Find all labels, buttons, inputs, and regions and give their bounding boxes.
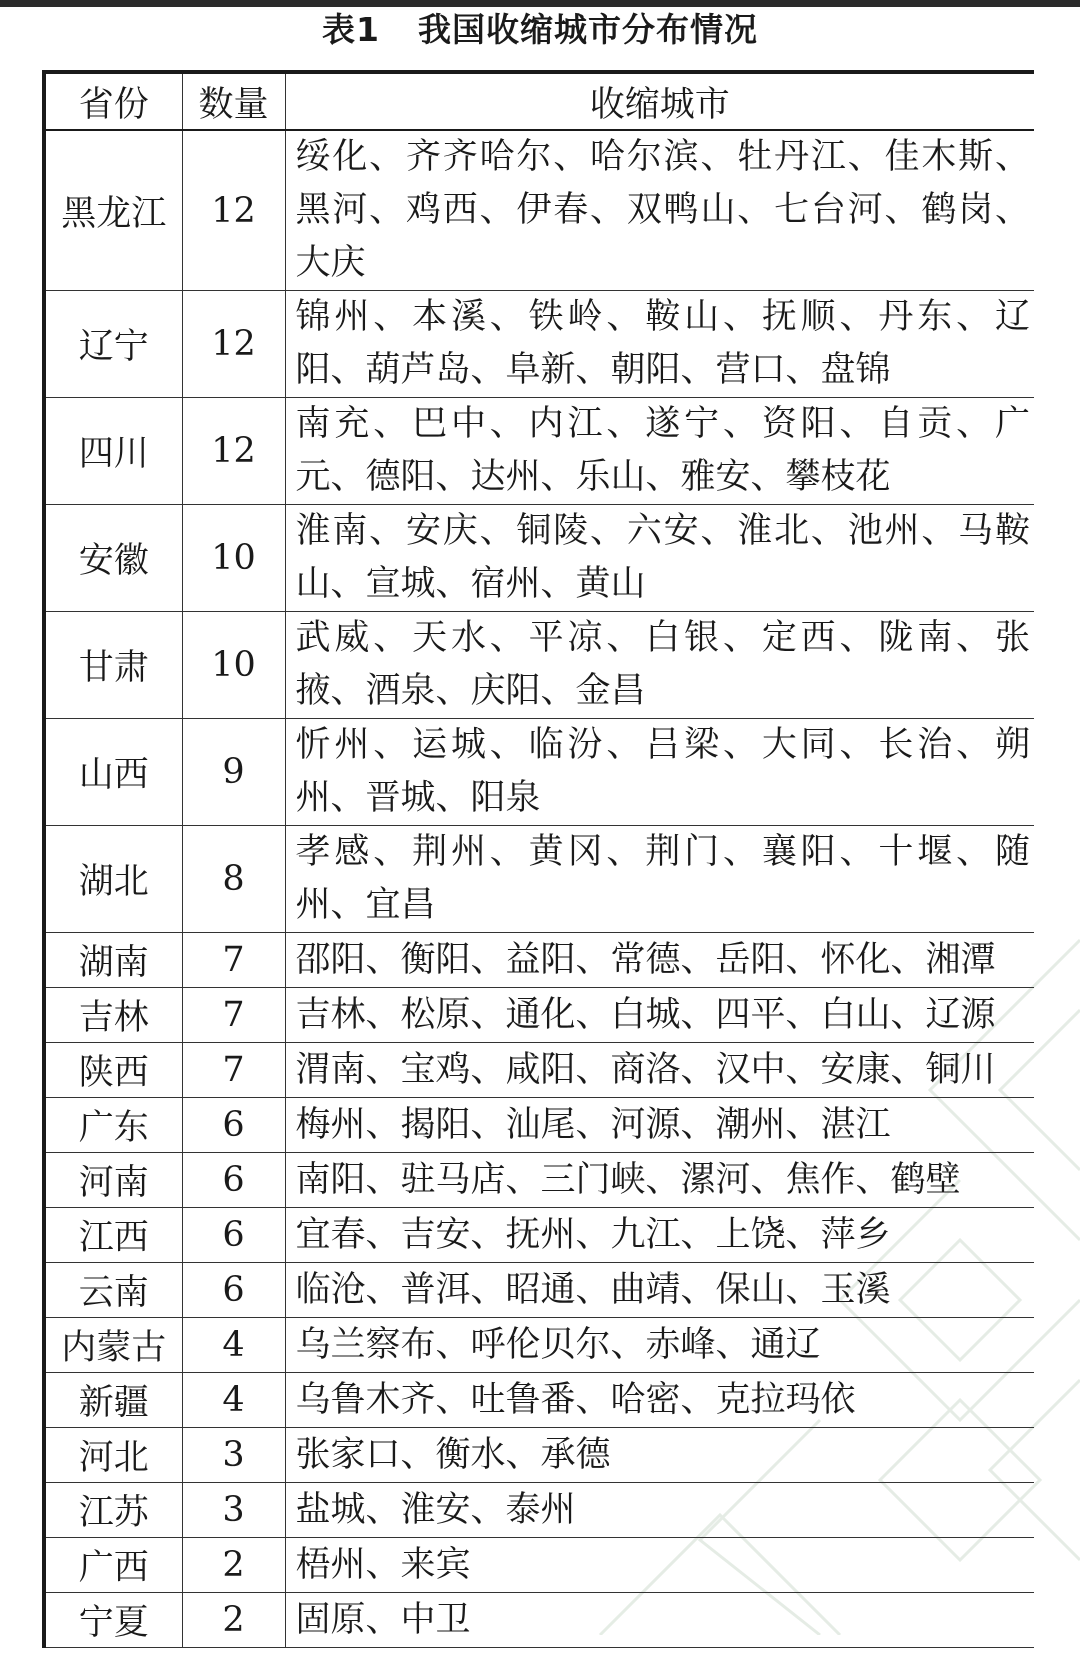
province-cell: 辽宁: [44, 291, 182, 398]
count-cell: 7: [182, 1043, 285, 1098]
count-cell: 12: [182, 398, 285, 505]
cities-cell: 锦州、本溪、铁岭、鞍山、抚顺、丹东、辽阳、葫芦岛、阜新、朝阳、营口、盘锦: [285, 291, 1034, 398]
count-cell: 6: [182, 1263, 285, 1318]
table-row: [44, 933, 1034, 988]
cities-cell: 忻州、运城、临汾、吕梁、大同、长治、朔州、晋城、阳泉: [285, 719, 1034, 826]
table-row: [44, 1428, 1034, 1483]
table-row: [44, 612, 1034, 719]
table-row: [44, 1153, 1034, 1208]
header-count: 数量: [182, 72, 285, 130]
table-row: [44, 988, 1034, 1043]
header-cities: 收缩城市: [285, 72, 1034, 130]
cities-cell: 绥化、齐齐哈尔、哈尔滨、牡丹江、佳木斯、黑河、鸡西、伊春、双鸭山、七台河、鹤岗、大庆: [285, 130, 1034, 291]
table-row: [44, 505, 1034, 612]
province-cell: 吉林: [44, 988, 182, 1043]
table-row: [44, 1538, 1034, 1593]
header-row: [44, 72, 1034, 130]
table-row: [44, 1593, 1034, 1648]
table-row: [44, 130, 1034, 291]
cities-cell: 盐城、淮安、泰州: [285, 1483, 1034, 1538]
table-row: [44, 1373, 1034, 1428]
count-cell: 3: [182, 1483, 285, 1538]
count-cell: 9: [182, 719, 285, 826]
province-cell: 宁夏: [44, 1593, 182, 1648]
count-cell: 6: [182, 1153, 285, 1208]
count-cell: 2: [182, 1593, 285, 1648]
cities-cell: 临沧、普洱、昭通、曲靖、保山、玉溪: [285, 1263, 1034, 1318]
province-cell: 湖南: [44, 933, 182, 988]
cities-cell: 吉林、松原、通化、白城、四平、白山、辽源: [285, 988, 1034, 1043]
cities-cell: 固原、中卫: [285, 1593, 1034, 1648]
count-cell: 7: [182, 933, 285, 988]
table-title: 我国收缩城市分布情况: [417, 10, 758, 49]
cities-cell: 乌兰察布、呼伦贝尔、赤峰、通辽: [285, 1318, 1034, 1373]
province-cell: 黑龙江: [44, 130, 182, 291]
count-cell: 10: [182, 612, 285, 719]
count-cell: 12: [182, 130, 285, 291]
table-row: [44, 826, 1034, 933]
count-cell: 6: [182, 1208, 285, 1263]
table-row: [44, 1318, 1034, 1373]
province-cell: 陕西: [44, 1043, 182, 1098]
shrinking-cities-table: [42, 70, 1034, 1670]
table-row: [44, 1483, 1034, 1538]
cities-cell: 淮南、安庆、铜陵、六安、淮北、池州、马鞍山、宣城、宿州、黄山: [285, 505, 1034, 612]
cities-cell: 邵阳、衡阳、益阳、常德、岳阳、怀化、湘潭: [285, 933, 1034, 988]
table-row: [44, 1043, 1034, 1098]
province-cell: 广西: [44, 1538, 182, 1593]
table-row: [44, 719, 1034, 826]
count-cell: 2: [182, 1538, 285, 1593]
province-cell: 四川: [44, 398, 182, 505]
cities-cell: 南阳、驻马店、三门峡、漯河、焦作、鹤壁: [285, 1153, 1034, 1208]
table-row: [44, 1208, 1034, 1263]
table-row: [44, 1098, 1034, 1153]
table-row: [44, 398, 1034, 505]
count-cell: 8: [182, 826, 285, 933]
cities-cell: 南充、巴中、内江、遂宁、资阳、自贡、广元、德阳、达州、乐山、雅安、攀枝花: [285, 398, 1034, 505]
province-cell: 新疆: [44, 1373, 182, 1428]
top-edge-bar: [0, 0, 1080, 7]
cities-cell: 渭南、宝鸡、咸阳、商洛、汉中、安康、铜川: [285, 1043, 1034, 1098]
header-province: 省份: [44, 72, 182, 130]
table-caption: [0, 10, 1080, 50]
cities-cell: 梅州、揭阳、汕尾、河源、潮州、湛江: [285, 1098, 1034, 1153]
count-cell: 3: [182, 1428, 285, 1483]
count-cell: 10: [182, 505, 285, 612]
cities-cell: 宜春、吉安、抚州、九江、上饶、萍乡: [285, 1208, 1034, 1263]
count-cell: 7: [182, 988, 285, 1043]
count-cell: 12: [182, 291, 285, 398]
cities-cell: 孝感、荆州、黄冈、荆门、襄阳、十堰、随州、宜昌: [285, 826, 1034, 933]
cities-cell: 武威、天水、平凉、白银、定西、陇南、张掖、酒泉、庆阳、金昌: [285, 612, 1034, 719]
table-row: [44, 291, 1034, 398]
province-cell: 甘肃: [44, 612, 182, 719]
province-cell: 江苏: [44, 1483, 182, 1538]
count-cell: 4: [182, 1318, 285, 1373]
province-cell: 河南: [44, 1153, 182, 1208]
province-cell: 山西: [44, 719, 182, 826]
province-cell: 江西: [44, 1208, 182, 1263]
province-cell: 内蒙古: [44, 1318, 182, 1373]
province-cell: 河北: [44, 1428, 182, 1483]
table-row: [44, 1263, 1034, 1318]
cities-cell: 梧州、来宾: [285, 1538, 1034, 1593]
province-cell: 湖北: [44, 826, 182, 933]
province-cell: 广东: [44, 1098, 182, 1153]
cities-cell: 张家口、衡水、承德: [285, 1428, 1034, 1483]
province-cell: 安徽: [44, 505, 182, 612]
cities-cell: 乌鲁木齐、吐鲁番、哈密、克拉玛依: [285, 1373, 1034, 1428]
count-cell: 4: [182, 1373, 285, 1428]
province-cell: 云南: [44, 1263, 182, 1318]
table-number: 表1: [322, 10, 380, 49]
count-cell: 6: [182, 1098, 285, 1153]
